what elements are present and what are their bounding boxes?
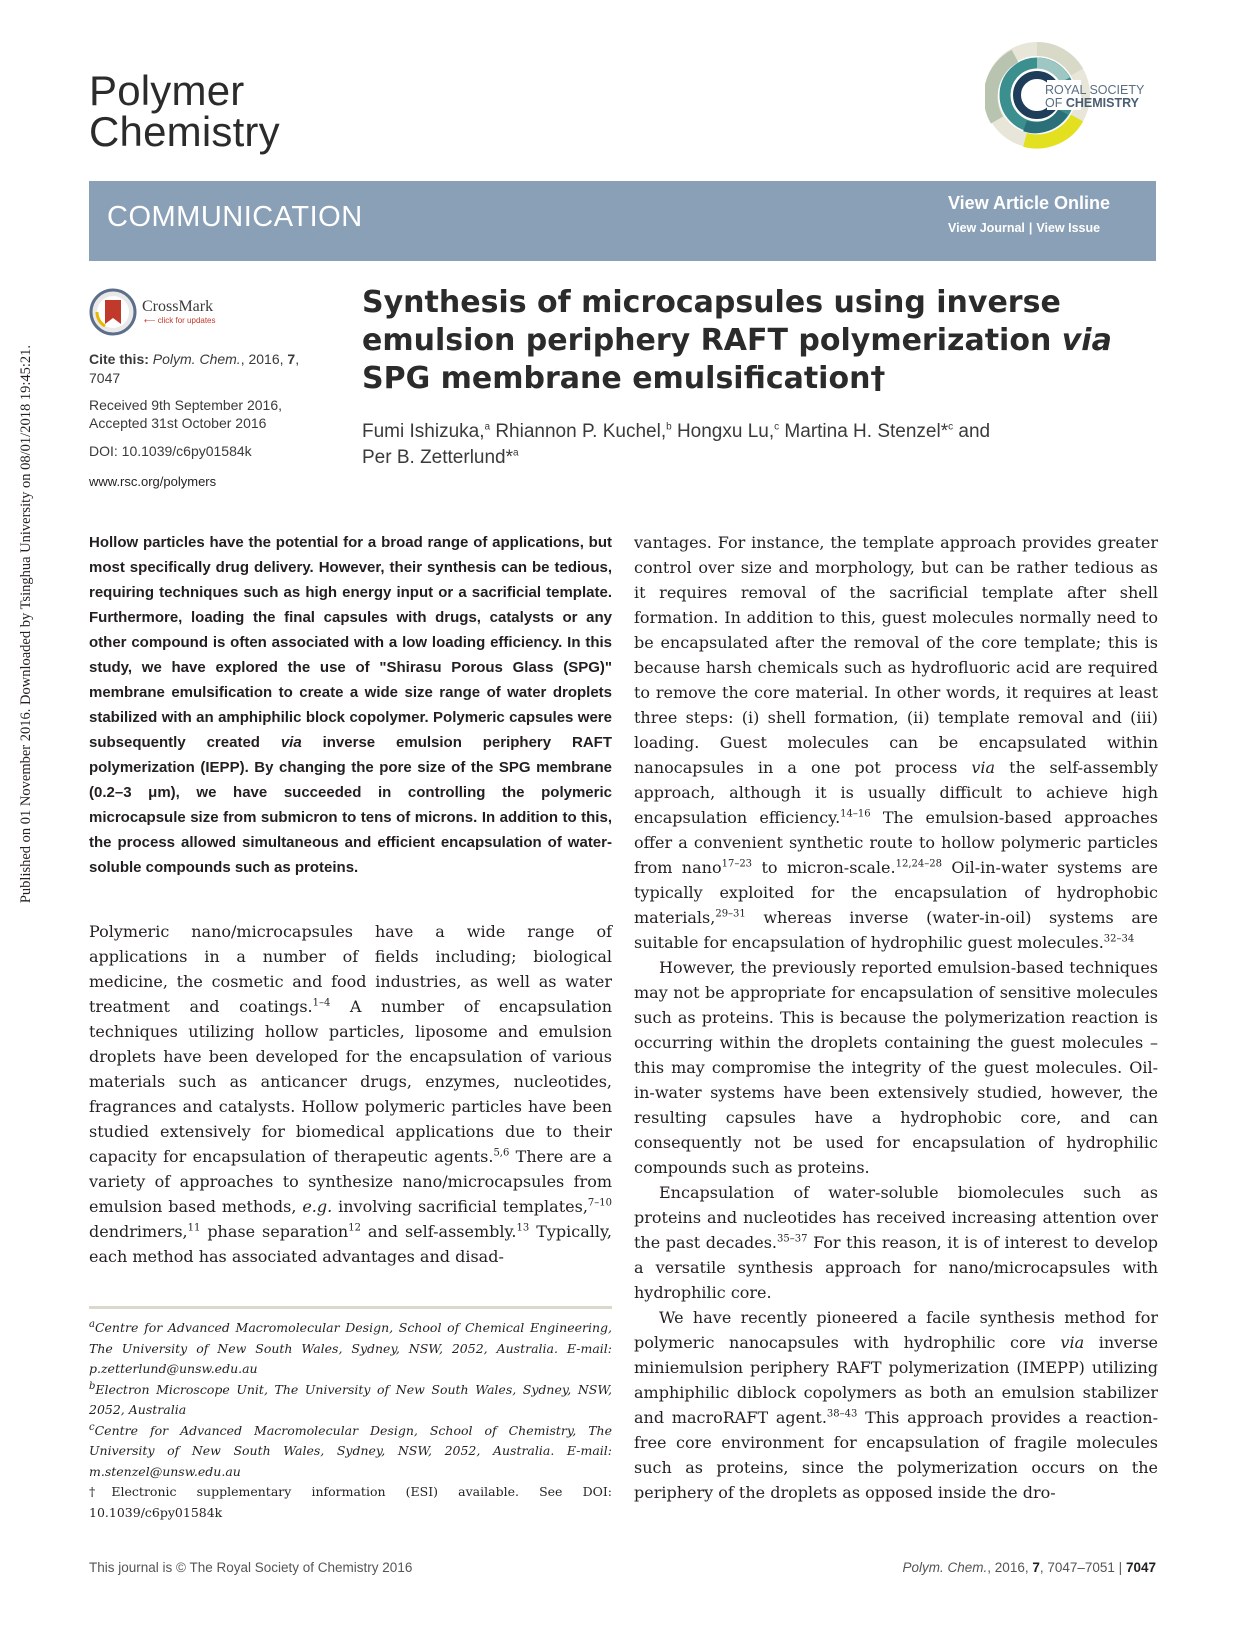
citation-ref[interactable]: 5,6 <box>493 1147 510 1159</box>
citation-ref[interactable]: 1–4 <box>312 997 331 1009</box>
abstract-text: Hollow particles have the potential for a broad range of applications, but most specifically drug delivery. However, their synthesis can be tedious, requiring techniques such as high energy input or a sacrificial template. Furthermore, loading the final capsules with drugs, catalysts or any other compound is often associated with a low loading efficiency. In this study, we have explored the use of "Shirasu Porous Glass (SPG)" membrane emulsification to create a wide size range of water droplets stabilized with an amphiphilic block copolymer. Polymeric capsules were subsequently created <box>89 534 612 751</box>
crossmark-label[interactable]: CrossMark <box>142 298 214 315</box>
affiliation-mark: a <box>513 447 519 459</box>
affiliation-c: $^c$Centre for Advanced Macromolecular Design, School of Chemistry, The University of New South Wales, Sydney, NSW, 2052, Australia. E-mail: m.stenzel@unsw.edu.au <box>89 1421 612 1479</box>
cite-page: , 7047 <box>89 351 300 386</box>
crossmark-icon[interactable] <box>89 288 137 336</box>
author-name: Per B. Zetterlund* <box>362 447 514 468</box>
body-paragraph: Encapsulation of water-soluble biomolecules such as proteins and nucleotides has received increasing attention over the past decades.$^{35-37}$ For this reason, it is of interest to develop a versatile synthesis approach for nano/microcapsules with hydrophilic core. <box>634 1183 1159 1302</box>
rsc-wordmark-prefix: OF <box>1045 96 1063 110</box>
author-name: Rhiannon P. Kuchel, <box>490 421 667 442</box>
author-name: Hongxu Lu, <box>671 421 775 442</box>
view-article-online-link[interactable]: View Article Online <box>948 193 1111 213</box>
esi-note: †Electronic supplementary information (ESI) available. See DOI: 10.1039/c6py01584k <box>89 1484 612 1520</box>
title-part2: SPG membrane emulsification† <box>362 361 886 396</box>
body-column-right <box>634 530 1158 1505</box>
affiliation-mark: c <box>774 421 780 433</box>
received-date: Received 9th September 2016, <box>89 397 283 413</box>
cite-journal: Polym. Chem. <box>152 351 241 367</box>
title-italic: via <box>1061 323 1112 358</box>
author-list <box>362 419 1142 471</box>
footer-citation <box>880 1560 1156 1575</box>
citation-ref[interactable]: 13 <box>516 1222 530 1234</box>
arrow-left-icon: ⟵ <box>144 316 158 325</box>
link-separator: | <box>1028 221 1033 235</box>
journal-title-line2: Chemistry <box>89 108 280 155</box>
crossmark-sub[interactable] <box>144 316 216 325</box>
crossmark-sub-label: click for updates <box>157 316 216 325</box>
view-links <box>948 221 1100 235</box>
affiliation-mark: b <box>666 421 672 433</box>
accepted-date: Accepted 31st October 2016 <box>89 415 267 431</box>
journal-title-line1: Polymer <box>89 67 245 114</box>
citation-ref[interactable]: 17–23 <box>721 858 753 870</box>
body-column-left <box>89 919 612 1269</box>
body-paragraph: vantages. For instance, the template approach provides greater control over size and morphology, but can be rather tedious as it requires removal of the sacrificial template after shell formation. In addition to this, guest molecules normally need to be encapsulated after the removal of the core template; this is because harsh chemicals such as hydrofluoric acid are required to remove the core material. In other words, it requires at least three steps: (i) shell formation, (ii) template removal and (iii) loading. Guest molecules can be encapsulated within nanocapsules in a one pot process via the self-assembly approach, although it is usually difficult to achieve high encapsulation efficiency.$^{14-16}$ The emulsion-based approaches offer a convenient synthetic route to hollow polymeric particles from nano$^{17-23}$ to micron-scale.$^{12,24-28}$ Oil-in-water systems are typically exploited for the encapsulation of hydrophobic materials,$^{29-31}$ whereas inverse (water-in-oil) systems are suitable for encapsulation of hydrophilic guest molecules.$^{32-34}$ <box>634 533 1159 952</box>
abstract <box>89 530 612 880</box>
citation-ref[interactable]: 35–37 <box>777 1233 808 1245</box>
footnote-divider <box>89 1306 612 1309</box>
footer-copyright: This journal is © The Royal Society of Chemistry 2016 <box>89 1560 413 1575</box>
rsc-wordmark-line1: ROYAL SOCIETY <box>1045 83 1145 97</box>
publication-stamp-text: Published on 01 November 2016. Downloaded by Tsinghua University on 08/01/2018 19:45:21. <box>18 345 34 904</box>
article-type-label: COMMUNICATION <box>107 201 363 233</box>
footnotes <box>89 1318 612 1523</box>
rsc-wordmark-line2 <box>1045 97 1144 110</box>
doi[interactable]: DOI: 10.1039/c6py01584k <box>89 443 252 459</box>
view-journal-link[interactable]: View Journal <box>948 221 1025 235</box>
body-paragraph: However, the previously reported emulsion-based techniques may not be appropriate for encapsulation of sensitive molecules such as proteins. This is because the polymerization reaction is occurring within the droplets containing the guest molecules – this may compromise the integrity of the guest molecules. Oil-in-water systems have been extensively studied, however, the resulting capsules have a hydrophobic core, and can consequently not be used for encapsulation of hydrophilic compounds such as proteins. <box>634 958 1158 1177</box>
cite-volume: 7 <box>287 351 296 367</box>
citation-ref[interactable]: 12 <box>348 1222 361 1234</box>
journal-url[interactable]: www.rsc.org/polymers <box>89 474 217 489</box>
article-title <box>362 284 1162 398</box>
affiliation-mark: c <box>948 421 954 433</box>
journal-title <box>89 67 280 155</box>
affiliation-a: $^a$Centre for Advanced Macromolecular Design, School of Chemical Engineering, The University of New South Wales, Sydney, NSW, 2052, Australia. E-mail: p.zetterlund@unsw.edu.au <box>89 1318 612 1376</box>
rsc-wordmark <box>1045 84 1144 110</box>
cite-year: , 2016, <box>240 351 288 367</box>
citation-ref[interactable]: 11 <box>187 1222 201 1234</box>
citation-ref[interactable]: 38–43 <box>826 1408 858 1420</box>
footer-year: , 2016, <box>987 1560 1033 1575</box>
citation-ref[interactable]: 29–31 <box>715 908 746 920</box>
affiliation-mark: a <box>484 421 491 433</box>
body-paragraph: Polymeric nano/microcapsules have a wide range of applications in a number of fields including; biological medicine, the cosmetic and food industries, as well as water treatment and coatings.$^{1-4}$ A number of encapsulation techniques utilizing hollow particles, liposome and emulsion droplets have been developed for the encapsulation of various materials such as anticancer drugs, enzymes, nucleotides, fragrances and catalysts. Hollow polymeric particles have been studied extensively for biomedical applications due to their capacity for encapsulation of therapeutic agents.$^{5,6}$ There are a variety of approaches to synthesize nano/microcapsules from emulsion based methods, e.g. involving sacrificial templates,$^{7-10}$ dendrimers,$^{11}$ phase separation$^{12}$ and self-assembly.$^{13}$ Typically, each method has associated advantages and disad- <box>89 922 613 1266</box>
publication-stamp <box>0 0 36 1000</box>
abstract-italic: via <box>280 734 302 751</box>
affiliation-b: $^b$Electron Microscope Unit, The University of New South Wales, Sydney, NSW, 2052, Australia <box>89 1380 612 1417</box>
footer-pages: , 7047–7051 | <box>1039 1560 1126 1575</box>
author-name: Fumi Ishizuka, <box>362 421 485 442</box>
author-name: Martina H. Stenzel* <box>779 421 949 442</box>
author-conjunction: and <box>953 421 991 442</box>
citation <box>89 350 319 388</box>
title-part1: Synthesis of microcapsules using inverse emulsion periphery RAFT polymerization <box>362 285 1062 358</box>
rsc-wordmark-bold: CHEMISTRY <box>1065 96 1139 110</box>
body-paragraph: We have recently pioneered a facile synthesis method for polymeric nanocapsules with hydrophilic core via inverse miniemulsion periphery RAFT polymerization (IMEPP) utilizing amphiphilic diblock copolymers as both an emulsion stabilizer and macroRAFT agent.$^{38-43}$ This approach provides a reaction-free core environment for encapsulation of fragile molecules such as proteins, since the polymerization occurs on the periphery of the droplets as opposed inside the dro- <box>634 1308 1159 1502</box>
citation-ref[interactable]: 7–10 <box>587 1197 612 1209</box>
view-issue-link[interactable]: View Issue <box>1036 221 1101 235</box>
footer-journal: Polym. Chem. <box>902 1560 988 1575</box>
citation-ref[interactable]: 32–34 <box>1103 933 1135 945</box>
cite-label: Cite this: <box>89 351 149 367</box>
abstract-text: inverse emulsion periphery RAFT polymerization (IEPP). By changing the pore size of the SPG membrane (0.2–3 μm), we have succeeded in controlling the polymeric microcapsule size from submicron to tens of microns. In addition to this, the process allowed simultaneous and efficient encapsulation of water-soluble compounds such as proteins. <box>89 734 612 876</box>
citation-ref[interactable]: 14–16 <box>840 808 871 820</box>
page-number: 7047 <box>1125 1560 1156 1575</box>
footer-volume: 7 <box>1032 1560 1040 1575</box>
citation-ref[interactable]: 12,24–28 <box>895 858 942 870</box>
